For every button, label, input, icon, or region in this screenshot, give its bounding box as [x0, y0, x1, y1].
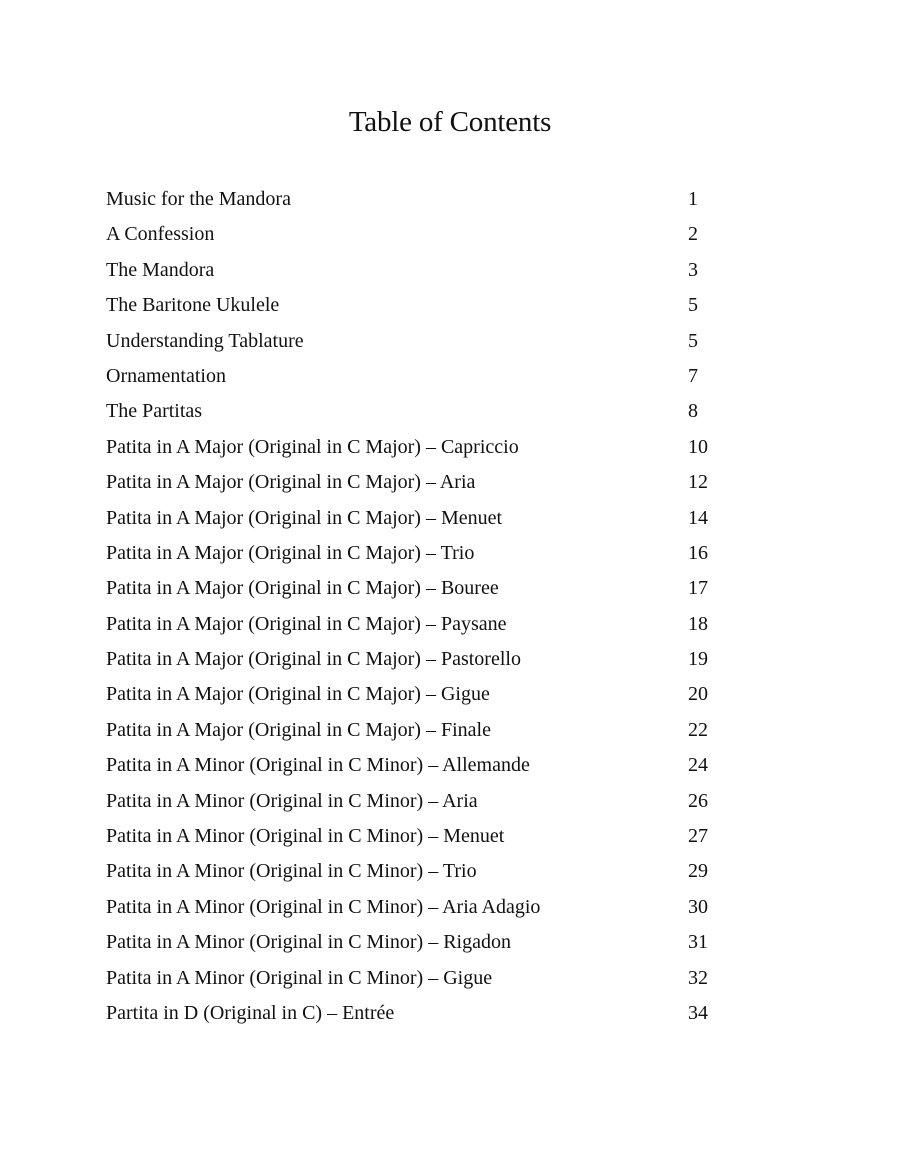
toc-entry: [106, 748, 746, 783]
toc-entry: [106, 359, 746, 394]
toc-entry: [106, 925, 746, 960]
toc-entry-title: Music for the Mandora: [106, 188, 291, 210]
toc-entry-page-number: 5: [688, 329, 698, 352]
toc-entry-page-number: 26: [688, 789, 708, 812]
toc-entry: [106, 607, 746, 642]
toc-entry-title: Patita in A Minor (Original in C Minor) – Trio: [106, 860, 477, 883]
toc-entry-title: Patita in A Major (Original in C Major) – Bouree: [106, 577, 499, 600]
toc-entry-title: Patita in A Major (Original in C Major) – Aria: [106, 471, 476, 494]
toc-entry: [106, 324, 746, 359]
toc-entry-page-number: 16: [688, 541, 708, 564]
toc-entry: [106, 677, 746, 712]
toc-entry-page-number: 27: [688, 825, 708, 848]
toc-entry: [106, 501, 746, 536]
toc-entry-page-number: 30: [688, 895, 708, 918]
toc-entry: [106, 819, 746, 854]
toc-entry: [106, 713, 746, 748]
toc-entry: [106, 642, 746, 677]
toc-entry-title: Patita in A Major (Original in C Major) – Menuet: [106, 506, 503, 529]
toc-entry: [106, 961, 746, 996]
toc-entry-title: Understanding Tablature: [106, 329, 304, 352]
toc-entry: [106, 890, 746, 925]
toc-entry-title: The Mandora: [106, 258, 215, 281]
toc-entry: [106, 288, 746, 323]
toc-entry-title: Patita in A Minor (Original in C Minor) – Aria: [106, 789, 478, 812]
toc-entry-page-number: 32: [688, 966, 708, 989]
toc-entry: [106, 430, 746, 465]
toc-entry-page-number: 34: [688, 1001, 708, 1024]
toc-entry-title: The Baritone Ukulele: [106, 294, 280, 317]
toc-entry-title: A Confession: [106, 223, 215, 246]
toc-entry-page-number: 19: [688, 648, 708, 671]
toc-entry-page-number: 20: [688, 683, 708, 706]
toc-entry-page-number: 5: [688, 294, 698, 317]
toc-entry: [106, 536, 746, 571]
toc-entry-title: Patita in A Minor (Original in C Minor) – Gigue: [106, 966, 493, 989]
toc-entry-page-number: 29: [688, 860, 708, 883]
toc-entry: [106, 571, 746, 606]
toc-entry-title: Patita in A Minor (Original in C Minor) – Rigadon: [106, 931, 511, 954]
toc-entry: [106, 784, 746, 819]
toc-entry-title: Patita in A Major (Original in C Major) – Paysane: [106, 612, 507, 635]
toc-entry-page-number: 24: [688, 754, 708, 777]
toc-entry-page-number: 18: [688, 612, 708, 635]
toc-entry-title: The Partitas: [106, 400, 203, 423]
toc-entry-page-number: 22: [688, 718, 708, 741]
toc-entry-page-number: 1: [688, 188, 698, 210]
toc-entry-title: Patita in A Minor (Original in C Minor) – Menuet: [106, 825, 505, 848]
page-title: Table of Contents: [348, 106, 552, 138]
toc-entry-title: Patita in A Minor (Original in C Minor) – Allemande: [106, 754, 530, 777]
toc-entry-page-number: 7: [688, 364, 698, 387]
toc-entry-title: Patita in A Minor (Original in C Minor) – Aria Adagio: [106, 895, 541, 918]
toc-entry-page-number: 12: [688, 471, 708, 494]
toc-entry-title: Patita in A Major (Original in C Major) – Trio: [106, 541, 475, 564]
toc-entry-page-number: 17: [688, 577, 708, 600]
toc-entry-page-number: 8: [688, 400, 698, 423]
toc-entry: [106, 182, 746, 217]
toc-entry: [106, 394, 746, 429]
toc-entry-title: Patita in A Major (Original in C Major) – Gigue: [106, 683, 490, 706]
toc-entry-page-number: 2: [688, 223, 698, 246]
toc-entry-title: Partita in D (Original in C) – Entrée: [106, 1001, 395, 1024]
toc-entry: [106, 253, 746, 288]
toc-entry: [106, 217, 746, 252]
toc-entry-page-number: 14: [688, 506, 708, 529]
toc-entry-title: Patita in A Major (Original in C Major) – Pastorello: [106, 648, 521, 671]
toc-entry: [106, 465, 746, 500]
toc-entry-title: Ornamentation: [106, 364, 226, 387]
toc-entry-title: Patita in A Major (Original in C Major) – Capriccio: [106, 435, 519, 458]
toc-entry: [106, 996, 746, 1031]
toc-entry: [106, 854, 746, 889]
toc-entry-page-number: 3: [688, 258, 698, 281]
toc-entry-page-number: 31: [688, 931, 708, 954]
toc-entry-page-number: 10: [688, 435, 708, 458]
toc-entry-title: Patita in A Major (Original in C Major) – Finale: [106, 718, 491, 741]
toc-list: [106, 182, 746, 1031]
